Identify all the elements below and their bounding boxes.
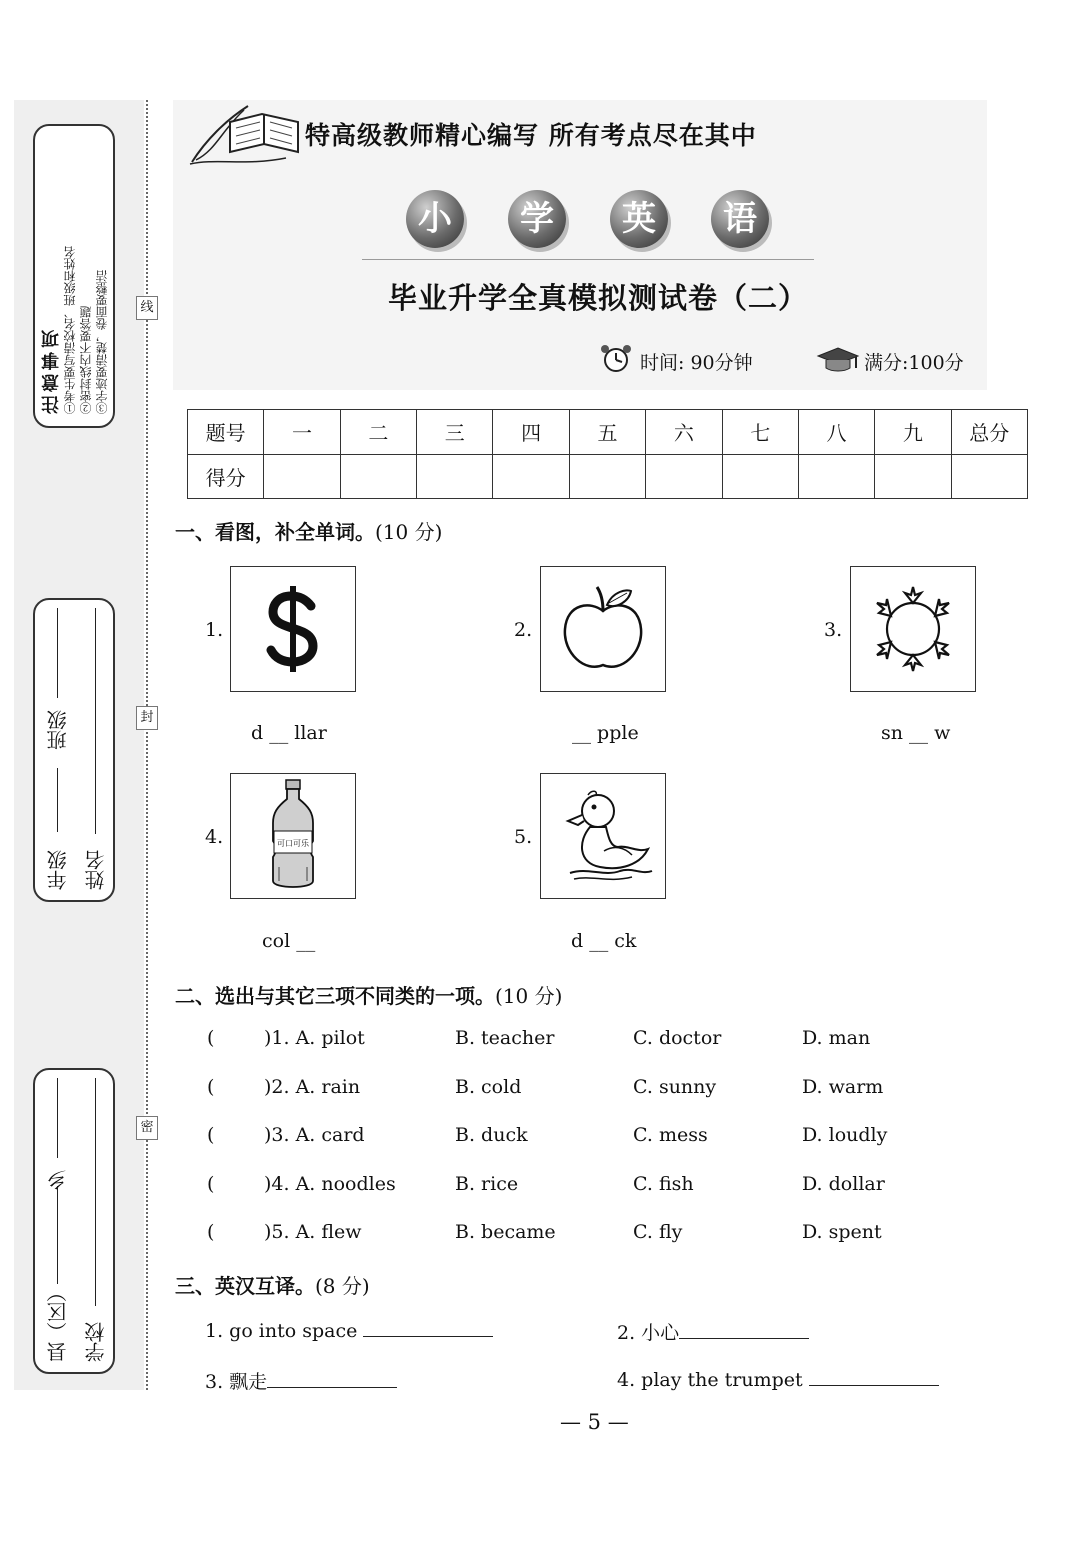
q2-paren[interactable]: (: [207, 1076, 215, 1098]
county-label: 县（区）: [46, 1282, 70, 1362]
duck-icon: [548, 781, 658, 891]
section-1-title-text: 一、看图，补全单词。: [175, 520, 375, 544]
score-header-row: [188, 410, 1028, 455]
student-info-box: [33, 598, 115, 902]
item-3-number: 3.: [824, 619, 843, 641]
apple-icon: [555, 581, 651, 677]
county-blank[interactable]: [57, 1186, 58, 1284]
score-header-cell: 一: [264, 410, 340, 455]
seal-char-secret: 密: [136, 1116, 158, 1140]
book-quill-icon: [186, 100, 304, 170]
item-1-word: d __ llar: [251, 722, 327, 744]
translate-item-3: [205, 1367, 397, 1394]
grade-label: 年级: [46, 850, 70, 890]
q5-option-d: D. spent: [802, 1221, 882, 1243]
item-5-picture: [540, 773, 666, 899]
item-3-word: sn __ w: [881, 722, 951, 744]
section-1-title: [175, 516, 442, 545]
q1-option-c: C. doctor: [633, 1027, 722, 1049]
seal-dotted-line: [146, 100, 148, 1390]
item-4-word: col __: [262, 930, 316, 952]
item-4-picture: [230, 773, 356, 899]
school-label: 学校: [84, 1322, 108, 1362]
section-3-points: (8 分): [315, 1274, 370, 1298]
q5-paren[interactable]: (: [207, 1221, 215, 1243]
q1-paren[interactable]: (: [207, 1027, 215, 1049]
name-label: 姓名: [84, 850, 108, 890]
exam-time: 时间: 90分钟: [640, 352, 753, 374]
title-char-2: 学: [508, 190, 566, 248]
translate-item-2-text: 2. 小心: [617, 1322, 680, 1344]
item-5-word: d __ ck: [571, 930, 637, 952]
exam-subtitle: 毕业升学全真模拟测试卷（二）: [388, 281, 809, 315]
dollar-sign-icon: [253, 584, 333, 674]
answer-blank[interactable]: [363, 1318, 493, 1337]
score-cell[interactable]: [493, 454, 569, 499]
title-char-4: 语: [711, 190, 769, 248]
notice-line-3: ③字迹要清楚，卷面要整洁: [95, 270, 109, 414]
score-cell[interactable]: [875, 454, 951, 499]
q2-option-b: B. cold: [455, 1076, 522, 1098]
score-header-cell: 题号: [188, 410, 264, 455]
town-blank[interactable]: [57, 1078, 58, 1158]
section-1-points: (10 分): [375, 520, 443, 544]
item-1-picture: [230, 566, 356, 692]
section-2-points: (10 分): [495, 984, 563, 1008]
score-cell[interactable]: [569, 454, 645, 499]
notice-line-1: ①考生要写清校名、班级和姓名: [63, 246, 77, 414]
class-label: 班级: [46, 710, 70, 750]
score-header-cell: 二: [340, 410, 416, 455]
q5-option-b: B. became: [455, 1221, 556, 1243]
score-header-cell: 五: [569, 410, 645, 455]
section-3-title-text: 三、英汉互译。: [175, 1274, 315, 1298]
q2-option-c: C. sunny: [633, 1076, 717, 1098]
q1-option-a: )1. A. pilot: [264, 1027, 365, 1049]
score-header-cell: 七: [722, 410, 798, 455]
grade-blank[interactable]: [57, 768, 58, 832]
town-label: 乡: [46, 1170, 70, 1190]
item-3-picture: [850, 566, 976, 692]
answer-blank[interactable]: [809, 1367, 939, 1386]
q2-option-a: )2. A. rain: [264, 1076, 361, 1098]
notice-line-2: ②密封线内不要答题: [79, 306, 93, 414]
score-header-cell: 四: [493, 410, 569, 455]
alarm-clock-icon: [596, 344, 636, 374]
item-2-picture: [540, 566, 666, 692]
q1-option-d: D. man: [802, 1027, 871, 1049]
score-header-cell: 九: [875, 410, 951, 455]
item-2-word: __ pple: [572, 722, 639, 744]
q5-option-a: )5. A. flew: [264, 1221, 362, 1243]
seal-char-line: 线: [136, 296, 158, 320]
item-1-number: 1.: [205, 619, 224, 641]
translate-item-1: [205, 1318, 493, 1342]
translate-item-2: [617, 1318, 809, 1345]
score-cell[interactable]: [951, 454, 1027, 499]
title-char-3: 英: [610, 190, 668, 248]
score-header-cell: 总分: [951, 410, 1027, 455]
q3-option-b: B. duck: [455, 1124, 528, 1146]
cola-bottle-icon: [263, 777, 323, 895]
score-header-cell: 三: [417, 410, 493, 455]
score-cell[interactable]: [798, 454, 874, 499]
score-cell[interactable]: [340, 454, 416, 499]
q4-option-a: )4. A. noodles: [264, 1173, 396, 1195]
school-blank[interactable]: [95, 1078, 96, 1306]
q3-paren[interactable]: (: [207, 1124, 215, 1146]
title-divider: [362, 259, 814, 260]
score-row-label: 得分: [188, 454, 264, 499]
snowflake-icon: [865, 581, 961, 677]
translate-item-4-text: 4. play the trumpet: [617, 1369, 803, 1391]
q3-option-c: C. mess: [633, 1124, 708, 1146]
school-info-box: [33, 1068, 115, 1374]
bottle-label: 可口可乐: [277, 839, 309, 848]
page-number: — 5 —: [560, 1410, 629, 1434]
score-cell[interactable]: [722, 454, 798, 499]
score-cell[interactable]: [264, 454, 340, 499]
section-3-title: [175, 1270, 370, 1299]
item-4-number: 4.: [205, 826, 224, 848]
notice-box: [33, 124, 115, 428]
score-cell[interactable]: [417, 454, 493, 499]
slogan: 特高级教师精心编写 所有考点尽在其中: [305, 121, 757, 150]
item-5-number: 5.: [514, 826, 533, 848]
q4-option-b: B. rice: [455, 1173, 519, 1195]
q2-option-d: D. warm: [802, 1076, 884, 1098]
notice-title: 注意事项: [41, 326, 62, 414]
graduation-cap-icon: [816, 346, 860, 374]
answer-blank[interactable]: [679, 1320, 809, 1339]
q4-option-d: D. dollar: [802, 1173, 885, 1195]
translate-item-1-text: 1. go into space: [205, 1320, 358, 1342]
q5-option-c: C. fly: [633, 1221, 683, 1243]
section-2-title: [175, 980, 562, 1009]
score-header-cell: 八: [798, 410, 874, 455]
item-2-number: 2.: [514, 619, 533, 641]
full-score: 满分:100分: [864, 352, 964, 374]
q4-option-c: C. fish: [633, 1173, 694, 1195]
score-value-row: [188, 454, 1028, 499]
translate-item-3-text: 3. 飘走: [205, 1371, 268, 1393]
q4-paren[interactable]: (: [207, 1173, 215, 1195]
name-blank[interactable]: [95, 608, 96, 834]
q1-option-b: B. teacher: [455, 1027, 555, 1049]
class-blank[interactable]: [57, 608, 58, 698]
section-2-title-text: 二、选出与其它三项不同类的一项。: [175, 984, 495, 1008]
score-cell[interactable]: [646, 454, 722, 499]
answer-blank[interactable]: [267, 1369, 397, 1388]
title-char-1: 小: [406, 190, 464, 248]
translate-item-4: [617, 1367, 939, 1391]
q3-option-a: )3. A. card: [264, 1124, 365, 1146]
score-header-cell: 六: [646, 410, 722, 455]
score-table: [187, 409, 1028, 499]
seal-char-seal: 封: [136, 706, 158, 730]
q3-option-d: D. loudly: [802, 1124, 888, 1146]
